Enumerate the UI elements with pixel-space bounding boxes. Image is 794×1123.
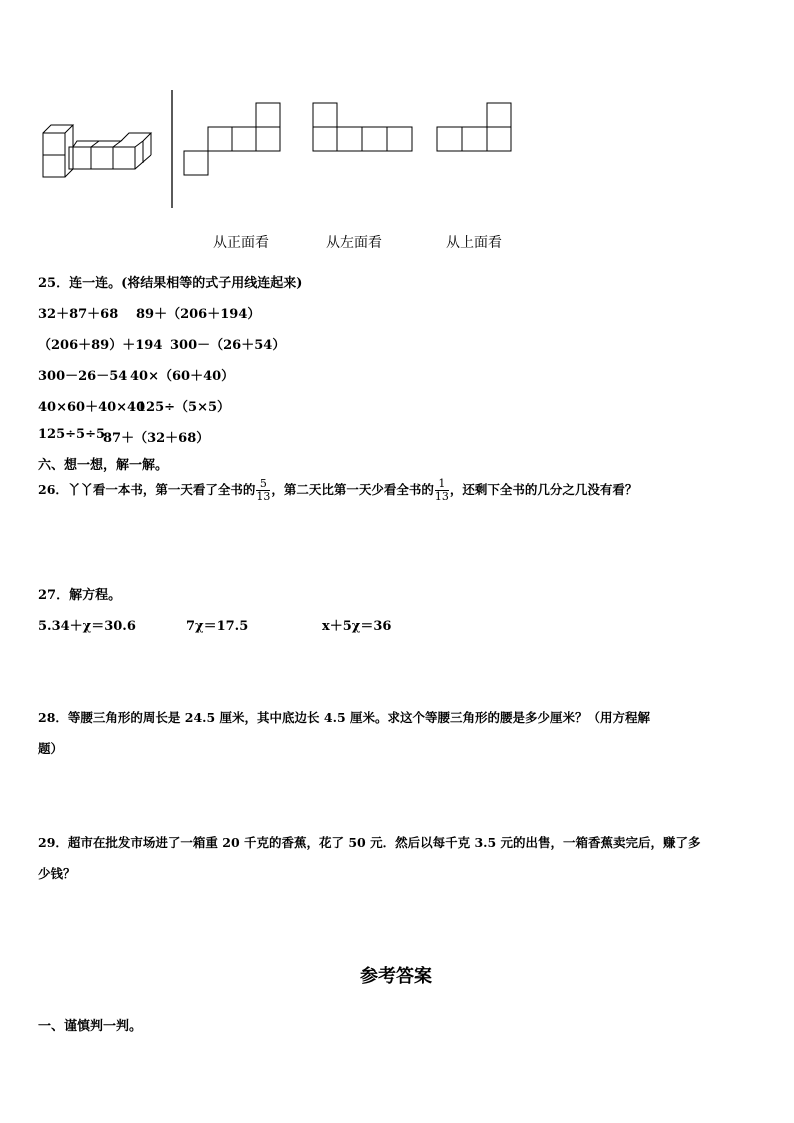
cube-model — [43, 125, 151, 177]
left-view — [313, 103, 412, 151]
q25-row-1-right: 89＋（206＋194） — [136, 307, 261, 322]
q27-equation-2: 7χ＝17.5 — [186, 619, 249, 634]
q25-row-3-right: 40×（60＋40） — [130, 369, 235, 384]
q25-row-2-right: 300－（26＋54） — [170, 338, 286, 353]
q25-row-5-left: 125÷5÷5 — [38, 427, 106, 442]
view-label-left: 从左面看 — [326, 235, 382, 251]
q28-line-1: 28．等腰三角形的周长是 24.5 厘米，其中底边长 4.5 厘米。求这个等腰三角形的腰是多少厘米？（用方程解 — [38, 710, 650, 725]
block-views-figure — [0, 0, 794, 220]
q26-fraction-1-num: 5 — [256, 478, 270, 491]
view-label-front: 从正面看 — [213, 235, 269, 251]
q29-line-1: 29．超市在批发市场进了一箱重 20 千克的香蕉，花了 50 元．然后以每千克 3.5 元的出售，一箱香蕉卖完后，赚了多 — [38, 835, 701, 850]
view-label-top: 从上面看 — [446, 235, 502, 251]
q25-row-4-right: 125÷（5×5） — [137, 400, 231, 415]
q25-row-5-right: 87＋（32＋68） — [103, 431, 210, 446]
q28-line-2: 题） — [38, 741, 64, 756]
section-1-heading: 一、谨慎判一判。 — [38, 1019, 143, 1034]
q26-fraction-1-den: 13 — [256, 490, 271, 503]
q26-fraction-2-num: 1 — [435, 478, 449, 491]
q26-fraction-2 — [435, 478, 449, 503]
q26-fraction-2-den: 13 — [434, 490, 449, 503]
q25-title: 25．连一连。(将结果相等的式子用线连起来) — [38, 276, 303, 291]
front-view — [184, 103, 280, 175]
q25-row-3-left: 300－26－54 — [38, 369, 128, 384]
answer-key-title: 参考答案 — [360, 966, 432, 987]
top-view — [437, 103, 511, 151]
q27-equation-1: 5.34＋χ＝30.6 — [38, 619, 136, 634]
q29-line-2: 少钱？ — [38, 866, 76, 881]
q26-part-1: 26．丫丫看一本书，第一天看了全书的 — [38, 482, 256, 497]
q25-row-4-left: 40×60＋40×40 — [38, 400, 146, 415]
q25-row-2-left: （206＋89）＋194 — [38, 338, 163, 353]
q26-fraction-1 — [256, 478, 270, 503]
q26-part-2: ，第二天比第一天少看全书的 — [271, 482, 434, 497]
q26-part-3: ，还剩下全书的几分之几没有看？ — [449, 482, 638, 497]
q25-row-1-left: 32＋87＋68 — [38, 307, 119, 322]
q27-title: 27．解方程。 — [38, 588, 122, 603]
q26-text — [38, 478, 637, 503]
section-6-heading: 六、想一想，解一解。 — [38, 458, 169, 473]
q27-equation-3: x＋5χ＝36 — [322, 619, 392, 634]
